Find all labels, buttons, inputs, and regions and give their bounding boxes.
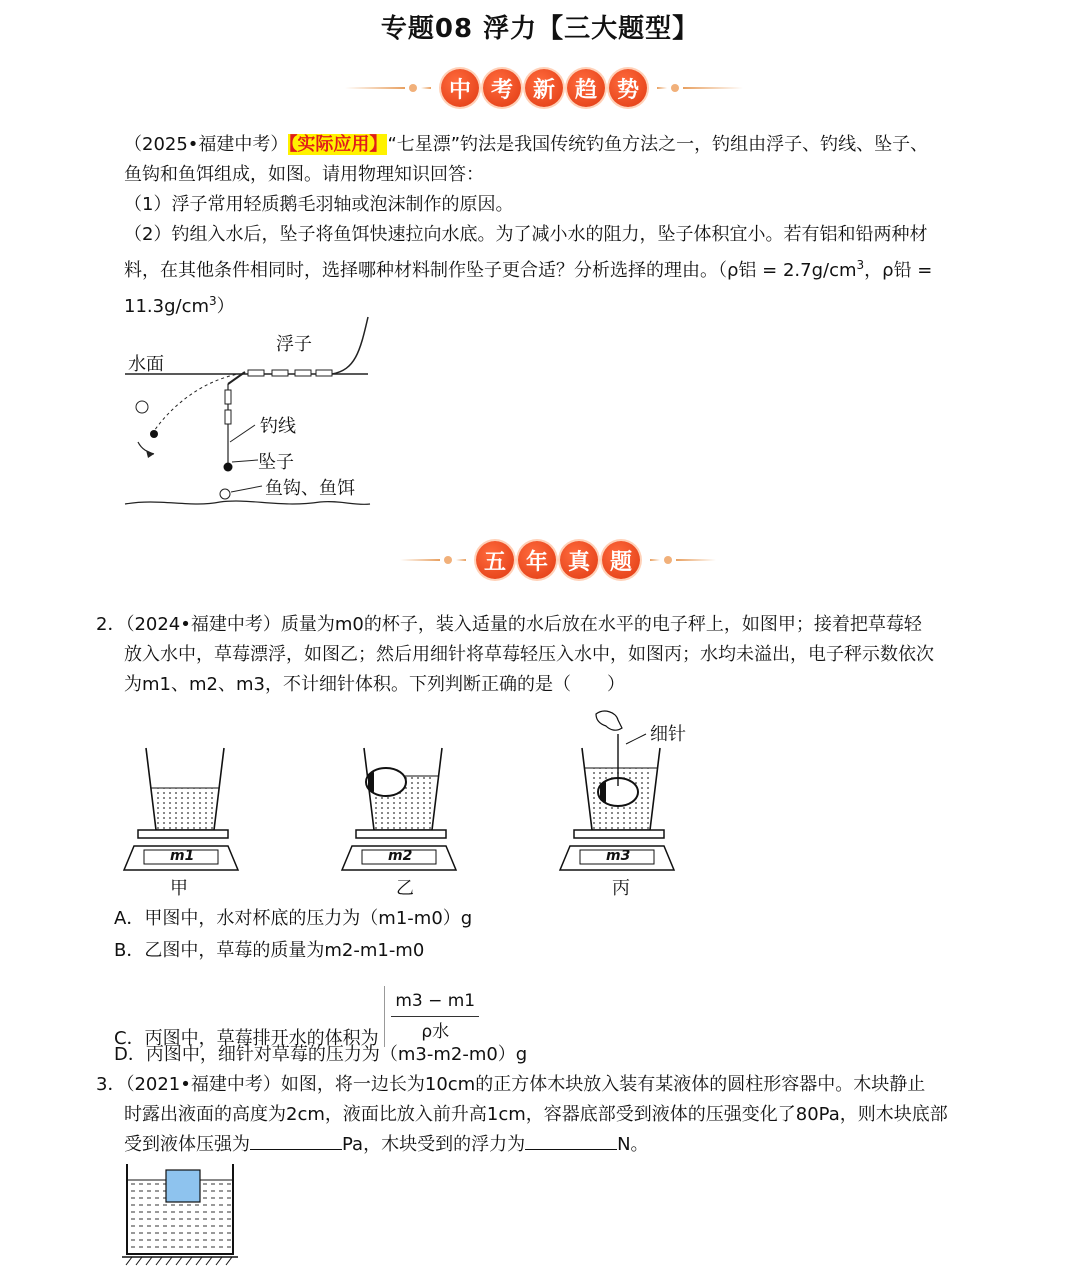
banner-char: 考 bbox=[483, 69, 521, 107]
banner-char: 势 bbox=[609, 69, 647, 107]
hook-label: 鱼钩、鱼饵 bbox=[265, 478, 355, 499]
figure-label-yi: 乙 bbox=[396, 878, 414, 899]
q2-line1: （2024•福建中考）质量为m0的杯子，装入适量的水后放在水平的电子秤上，如图甲；接着把草莓轻 bbox=[125, 614, 922, 635]
banner-char: 年 bbox=[518, 541, 556, 579]
q3-line3-a: 受到液体压强为 bbox=[124, 1134, 250, 1155]
q2-line3: 为m1、m2、m3，不计细针体积。下列判断正确的是（ ） bbox=[124, 674, 625, 695]
container-figure bbox=[122, 1160, 242, 1266]
fraction-numerator: m3 − m1 bbox=[391, 986, 479, 1017]
question-1 bbox=[124, 130, 1004, 322]
q3-number: 3． bbox=[96, 1074, 126, 1095]
option-c bbox=[114, 972, 485, 1049]
q2-number: 2． bbox=[96, 614, 126, 635]
float-label: 浮子 bbox=[276, 334, 312, 355]
q1-stem-2: 鱼钩和鱼饵组成，如图。请用物理知识回答： bbox=[124, 164, 484, 185]
needle-label: 细针 bbox=[650, 724, 686, 745]
q1-sub2-c-end: ） bbox=[216, 296, 235, 317]
q3-line3-b: Pa，木块受到的浮力为 bbox=[342, 1134, 526, 1155]
section-banner-past bbox=[400, 538, 716, 582]
sinker-label: 坠子 bbox=[258, 452, 294, 473]
q1-sup: 3 bbox=[856, 258, 865, 272]
banner-char: 中 bbox=[441, 69, 479, 107]
banner-char: 新 bbox=[525, 69, 563, 107]
q1-stem: “七星漂”钓法是我国传统钓鱼方法之一，钓组由浮子、钓线、坠子、 bbox=[387, 134, 929, 155]
option-d: D．丙图中，细针对草莓的压力为（m3-m2-m0）g bbox=[114, 1044, 528, 1065]
page-title: 专题08 浮力【三大题型】 bbox=[380, 14, 700, 44]
banner-char: 五 bbox=[476, 541, 514, 579]
q3-line3-c: N。 bbox=[617, 1134, 649, 1155]
q1-sub1: （1）浮子常用轻质鹅毛羽轴或泡沫制作的原因。 bbox=[124, 194, 514, 215]
answer-blank-buoyancy[interactable] bbox=[525, 1131, 617, 1150]
option-c-fraction bbox=[384, 986, 485, 1047]
banner-char: 题 bbox=[602, 541, 640, 579]
scale-diagram bbox=[120, 706, 700, 896]
question-3 bbox=[96, 1070, 996, 1160]
scale-figures bbox=[120, 706, 700, 899]
q1-source: （2025•福建中考） bbox=[124, 134, 289, 155]
question-2 bbox=[96, 610, 996, 700]
scale-reading-3: m3 bbox=[606, 848, 631, 864]
option-a: A．甲图中，水对杯底的压力为（m1-m0）g bbox=[114, 908, 473, 929]
section-banner-trend bbox=[345, 66, 743, 110]
answer-blank-pressure[interactable] bbox=[250, 1131, 342, 1150]
fishing-figure bbox=[120, 312, 380, 512]
q1-sup: 3 bbox=[209, 294, 217, 308]
q1-sub2-c: 11.3g/cm bbox=[124, 296, 209, 317]
option-c-text: C．丙图中，草莓排开水的体积为 bbox=[114, 1027, 379, 1049]
scale-reading-2: m2 bbox=[388, 848, 413, 864]
q3-line2: 时露出液面的高度为2cm，液面比放入前升高1cm，容器底部受到液体的压强变化了80Pa，则木块底部 bbox=[124, 1104, 948, 1125]
q1-sub2-b: 料，在其他条件相同时，选择哪种材料制作坠子更合适？分析选择的理由。（ρ铝 = 2.7g/cm bbox=[124, 260, 857, 281]
q1-sub2: （2）钓组入水后，坠子将鱼饵快速拉向水底。为了减小水的阻力，坠子体积宜小。若有铝和铅两种材 bbox=[124, 224, 928, 245]
line-label: 钓线 bbox=[260, 416, 296, 437]
banner-char: 趋 bbox=[567, 69, 605, 107]
q1-sub2-b-end: ，ρ铅 = bbox=[864, 260, 933, 281]
q3-line1: （2021•福建中考）如图，将一边长为10cm的正方体木块放入装有某液体的圆柱形容器中。木块静止 bbox=[125, 1074, 926, 1095]
figure-label-bing: 丙 bbox=[612, 878, 630, 899]
banner-char: 真 bbox=[560, 541, 598, 579]
container-diagram bbox=[122, 1160, 242, 1266]
q1-tag: 【实际应用】 bbox=[288, 134, 388, 155]
scale-reading-1: m1 bbox=[170, 848, 195, 864]
water-surface-label: 水面 bbox=[128, 354, 164, 375]
figure-label-jia: 甲 bbox=[170, 878, 188, 899]
q2-line2: 放入水中，草莓漂浮，如图乙；然后用细针将草莓轻压入水中，如图丙；水均未溢出，电子秤示数依次 bbox=[124, 644, 934, 665]
fraction-denominator: ρ水 bbox=[421, 1022, 450, 1042]
option-b: B．乙图中，草莓的质量为m2-m1-m0 bbox=[114, 940, 425, 961]
